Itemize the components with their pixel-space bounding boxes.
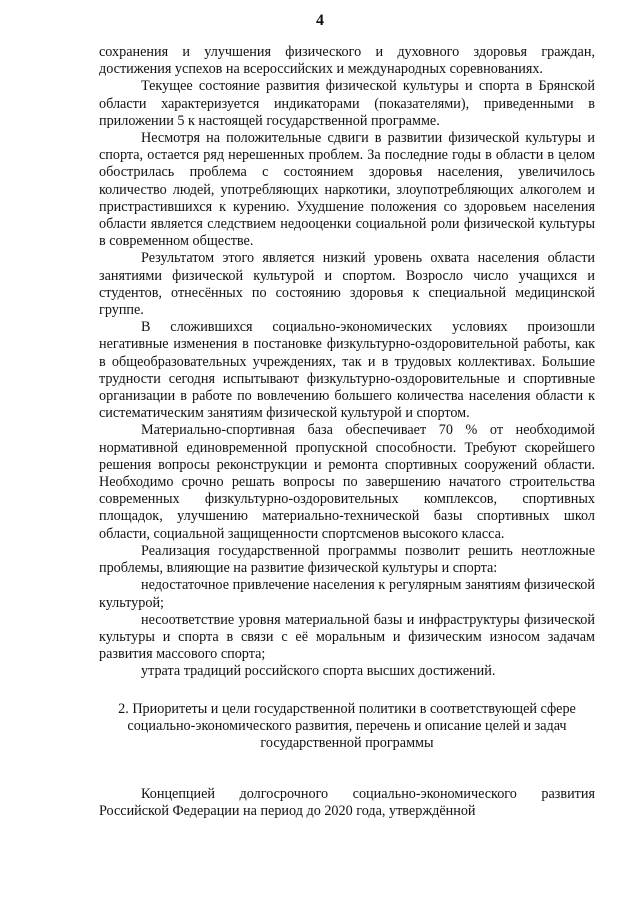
paragraph-program-realization: Реализация государственной программы позволит решить неотложные проблемы, влияющие на развитие физической культуры и спорта: bbox=[99, 542, 595, 577]
section-heading: 2. Приоритеты и цели государственной политики в соответствующей сфере социально-экономического развития, перечень и описание целей и задач государственной программы bbox=[118, 700, 576, 751]
paragraph-material-base: Материально-спортивная база обеспечивает 70 % от необходимой нормативной единовременной пропускной способности. Требуют скорейшего решения вопросы реконструкции и ремонта спортивных сооружений области. Необходимо срочно решать вопросы по завершению начатого строительства современных физкультурно-оздоровительных комплексов, спортивных площадок, улучшению материально-технической базы спортивных школ области, социальной защищенности спортсменов высокого класса. bbox=[99, 422, 595, 542]
paragraph-low-coverage: Результатом этого является низкий уровень охвата населения области занятиями физической культурой и спортом. Возросло число учащихся и студентов, отнесённых по состоянию здоровья к специальной медицинской группе. bbox=[99, 250, 595, 319]
paragraph-negative-changes: В сложившихся социально-экономических условиях произошли негативные изменения в постановке физкультурно-оздоровительной работы, как в общеобразовательных учреждениях, так и в трудовых коллективах. Большие трудности сегодня испытывают физкультурно-оздоровительные и спортивные организации в работе по вовлечению большего количества населения области к систематическим занятиям физической культурой и спортом. bbox=[99, 319, 595, 422]
paragraph-current-state: Текущее состояние развития физической культуры и спорта в Брянской области характеризуется индикаторами (показателями), приведенными в приложении 5 к настоящей государственной программе. bbox=[99, 78, 595, 129]
page-number: 4 bbox=[316, 12, 324, 29]
list-item-infrastructure-mismatch: несоответствие уровня материальной базы и инфраструктуры физической культуры и спорта в связи с её моральным и физическим износом задачам развития массового спорта; bbox=[99, 611, 595, 663]
paragraph-concept-intro: Концепцией долгосрочного социально-экономического развития Российской Федерации на период до 2020 года, утверждённой bbox=[99, 786, 595, 820]
list-item-insufficient-involvement: недостаточное привлечение населения к регулярным занятиям физической культурой; bbox=[99, 577, 595, 611]
document-body bbox=[99, 44, 595, 821]
paragraph-unresolved-problems: Несмотря на положительные сдвиги в развитии физической культуры и спорта, остается ряд нерешенных проблем. За последние годы в области в целом обострилась проблема с состоянием здоровья населения, увеличилось количество людей, употребляющих наркотики, злоупотребляющих алкоголем и пристрастившихся к курению. Ухудшение положения со здоровьем населения области является следствием недооценки социальной роли физической культуры в современном обществе. bbox=[99, 130, 595, 250]
list-item-lost-traditions: утрата традиций российского спорта высших достижений. bbox=[141, 663, 496, 680]
paragraph-continuation: сохранения и улучшения физического и духовного здоровья граждан, достижения успехов на всероссийских и международных соревнованиях. bbox=[99, 44, 595, 78]
